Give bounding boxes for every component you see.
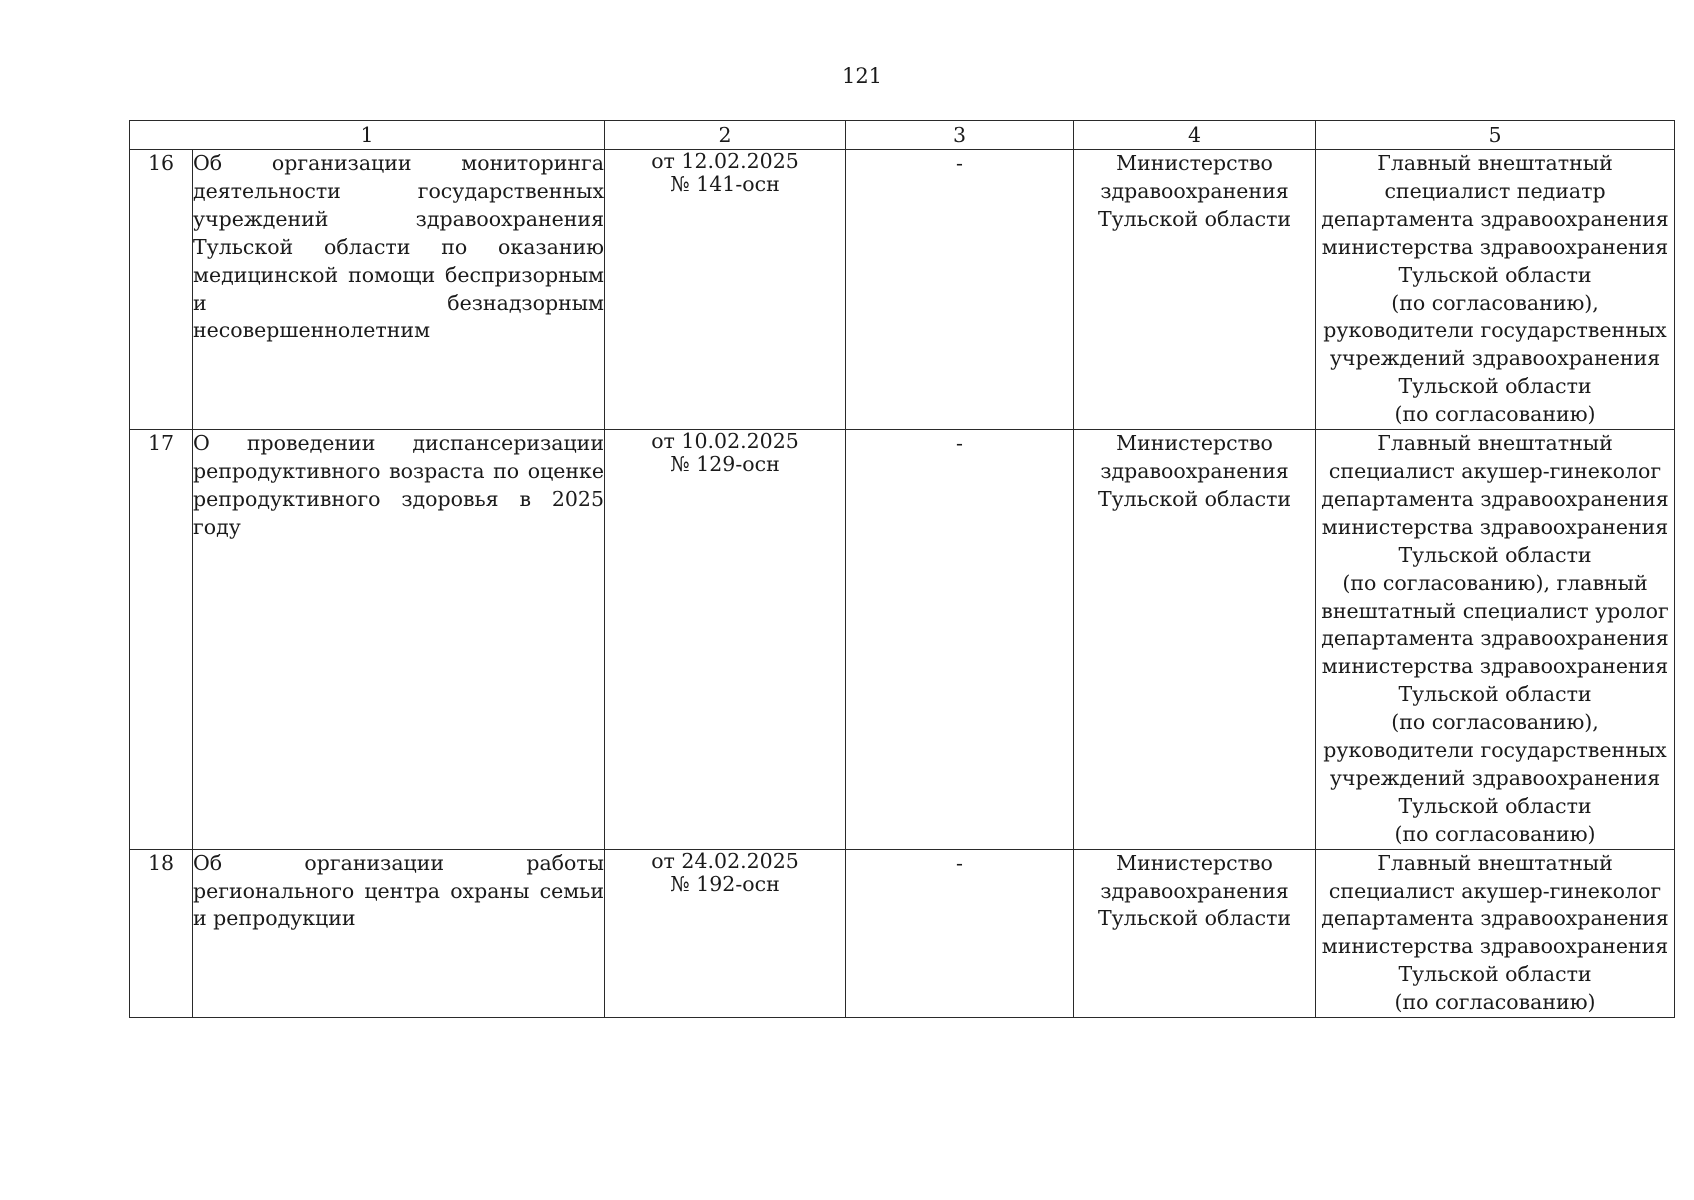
responsible-line: Тульской области [1398,962,1592,987]
responsible-line: учреждений здравоохранения [1329,765,1661,790]
responsible-line: Главный внештатный [1377,431,1613,456]
table-row [130,849,1675,1017]
organization-cell [1074,430,1316,850]
document-title-line: году [193,514,241,539]
document-reference-cell [605,849,846,1017]
document-title-cell [193,849,605,1017]
document-title-cell [193,150,605,430]
responsible-cell [1316,150,1675,430]
column-3-cell: - [846,430,1074,850]
responsible-line: министерства здравоохранения [1321,514,1669,539]
organization-line: Тульской области [1097,906,1292,931]
document-title-line: репродуктивного возраста по оценке [193,458,605,483]
document-title-line: Об организации работы [193,850,605,875]
table-row [130,150,1675,430]
responsible-line: (по согласованию) [1394,990,1596,1015]
responsible-line: специалист акушер-гинеколог [1328,878,1662,903]
column-header-1: 1 [130,121,605,150]
organization-cell [1074,849,1316,1017]
document-title-line: деятельности государственных [193,178,605,203]
responsible-line: Тульской области [1398,542,1592,567]
responsible-line: (по согласованию) [1394,821,1596,846]
document-reference-line: от 10.02.2025 [651,429,799,454]
column-3-cell: - [846,849,1074,1017]
document-reference-line: от 12.02.2025 [651,149,799,173]
organization-line: здравоохранения [1100,178,1289,203]
organization-line: Тульской области [1097,206,1292,231]
organization-line: Министерство [1116,850,1273,875]
document-reference-cell [605,430,846,850]
column-header-4: 4 [1074,121,1316,150]
page-number: 121 [841,64,883,88]
document-reference-line: № 129-осн [670,452,780,477]
responsible-line: департамента здравоохранения [1321,906,1669,931]
document-reference-line: № 141-осн [670,172,780,196]
organization-cell [1074,150,1316,430]
responsible-line: министерства здравоохранения [1321,934,1669,959]
document-table [129,120,1675,1018]
organization-line: здравоохранения [1100,458,1289,483]
row-number: 16 [130,150,193,430]
responsible-line: руководители государственных [1323,738,1667,763]
responsible-line: (по согласованию), главный [1342,570,1648,595]
responsible-line: Главный внештатный [1377,151,1613,175]
responsible-line: (по согласованию) [1394,402,1596,427]
responsible-line: министерства здравоохранения [1321,234,1669,259]
responsible-cell [1316,849,1675,1017]
document-reference-line: № 192-осн [670,871,780,896]
responsible-line: Тульской области [1398,682,1592,707]
document-title-line: и безнадзорным [193,290,605,315]
document-title-line: регионального центра охраны семьи [193,878,605,903]
responsible-line: Тульской области [1398,793,1592,818]
table-row [130,430,1675,850]
organization-line: Министерство [1116,151,1273,175]
document-title-line: О проведении диспансеризации [193,431,605,456]
column-header-3: 3 [846,121,1074,150]
document-title-line: несовершеннолетним [193,318,431,343]
document-title-line: Об организации мониторинга [193,151,605,175]
column-header-2: 2 [605,121,846,150]
document-title-line: и репродукции [193,906,356,931]
row-number: 18 [130,849,193,1017]
responsible-cell [1316,430,1675,850]
document-title-line: учреждений здравоохранения [193,206,605,231]
document-title-cell [193,430,605,850]
responsible-line: департамента здравоохранения [1321,206,1669,231]
responsible-line: (по согласованию), [1391,710,1599,735]
responsible-line: Главный внештатный [1377,850,1613,875]
organization-line: Тульской области [1097,486,1292,511]
responsible-line: руководители государственных [1323,318,1667,343]
responsible-line: департамента здравоохранения [1321,486,1669,511]
responsible-line: Тульской области [1398,262,1592,287]
responsible-line: министерства здравоохранения [1321,654,1669,679]
responsible-line: внештатный специалист уролог [1321,598,1669,623]
responsible-line: Тульской области [1398,374,1592,399]
table-header-row [130,121,1675,150]
responsible-line: (по согласованию), [1391,290,1599,315]
document-reference-cell [605,150,846,430]
organization-line: здравоохранения [1100,878,1289,903]
organization-line: Министерство [1116,431,1273,456]
document-title-line: медицинской помощи беспризорным [193,262,605,287]
column-3-cell: - [846,150,1074,430]
document-reference-line: от 24.02.2025 [651,848,799,873]
row-number: 17 [130,430,193,850]
responsible-line: департамента здравоохранения [1321,626,1669,651]
responsible-line: специалист акушер-гинеколог [1328,458,1662,483]
document-title-line: репродуктивного здоровья в 2025 [193,486,605,511]
responsible-line: учреждений здравоохранения [1329,346,1661,371]
responsible-line: специалист педиатр [1384,178,1606,203]
table-body [130,150,1675,1018]
document-title-line: Тульской области по оказанию [193,234,605,259]
column-header-5: 5 [1316,121,1675,150]
